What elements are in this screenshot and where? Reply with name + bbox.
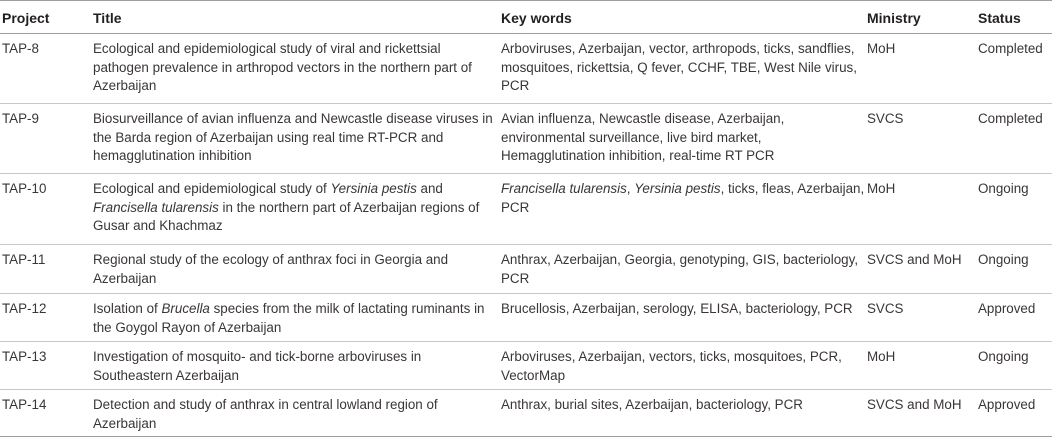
header-ministry: Ministry bbox=[865, 1, 976, 34]
table-row bbox=[0, 245, 1052, 294]
table-row bbox=[0, 34, 1052, 104]
cell-title: Regional study of the ecology of anthrax foci in Georgia and Azerbaijan bbox=[93, 252, 449, 286]
cell-project: TAP-9 bbox=[2, 111, 39, 126]
cell-keywords: Arboviruses, Azerbaijan, vector, arthropods, ticks, sandflies, mosquitoes, rickettsia, Q fever, CCHF, TBE, West Nile virus, PCR bbox=[501, 41, 857, 93]
header-keywords: Key words bbox=[499, 1, 865, 34]
cell-status: Completed bbox=[978, 111, 1043, 126]
cell-title: Biosurveillance of avian influenza and Newcastle disease viruses in the Barda region of Azerbaijan using real time RT-PCR and hemagglutination inhibition bbox=[93, 111, 493, 163]
table-row bbox=[0, 174, 1052, 245]
title-text: Ecological and epidemiological study of bbox=[93, 181, 331, 196]
header-row bbox=[0, 1, 1052, 34]
species-name: Francisella tularensis bbox=[501, 181, 627, 196]
cell-title bbox=[91, 174, 499, 245]
species-name: Brucella bbox=[161, 301, 210, 316]
species-name: Yersinia pestis bbox=[634, 181, 721, 196]
cell-ministry: MoH bbox=[867, 181, 896, 196]
cell-ministry: SVCS and MoH bbox=[867, 397, 962, 412]
header-project: Project bbox=[0, 1, 91, 34]
table-row bbox=[0, 294, 1052, 342]
cell-title: Ecological and epidemiological study of viral and rickettsial pathogen prevalence in arthropod vectors in the northern part of Azerbaijan bbox=[93, 41, 472, 93]
cell-status: Ongoing bbox=[978, 252, 1029, 267]
cell-status: Approved bbox=[978, 301, 1036, 316]
cell-project: TAP-13 bbox=[2, 349, 47, 364]
cell-keywords: Anthrax, burial sites, Azerbaijan, bacteriology, PCR bbox=[501, 397, 803, 412]
cell-project: TAP-10 bbox=[2, 181, 47, 196]
cell-ministry: SVCS bbox=[867, 111, 904, 126]
title-text: in the northern part of Azerbaijan regions of Gusar and Khachmaz bbox=[93, 199, 480, 233]
cell-title: Investigation of mosquito- and tick-borne arboviruses in Southeastern Azerbaijan bbox=[93, 349, 422, 383]
cell-project: TAP-14 bbox=[2, 397, 47, 412]
title-text: Isolation of bbox=[93, 301, 162, 316]
title-text: species from the milk of lactating ruminants in the Goygol Rayon of Azerbaijan bbox=[93, 301, 485, 335]
cell-keywords: Arboviruses, Azerbaijan, vectors, ticks, mosquitoes, PCR, VectorMap bbox=[501, 349, 842, 383]
cell-keywords bbox=[499, 174, 865, 245]
cell-ministry: SVCS bbox=[867, 301, 904, 316]
cell-title: Detection and study of anthrax in central lowland region of Azerbaijan bbox=[93, 397, 438, 431]
table-row bbox=[0, 342, 1052, 390]
species-name: Yersinia pestis bbox=[330, 181, 417, 196]
cell-ministry: SVCS and MoH bbox=[867, 252, 962, 267]
cell-project: TAP-12 bbox=[2, 301, 47, 316]
cell-status: Ongoing bbox=[978, 349, 1029, 364]
title-text: and bbox=[416, 181, 443, 196]
cell-keywords: Anthrax, Azerbaijan, Georgia, genotyping, GIS, bacteriology, PCR bbox=[501, 252, 859, 286]
cell-ministry: MoH bbox=[867, 349, 896, 364]
table-row bbox=[0, 104, 1052, 174]
cell-keywords: Avian influenza, Newcastle disease, Azerbaijan, environmental surveillance, live bird market, Hemagglutination inhibition, real-time RT PCR bbox=[501, 111, 785, 163]
cell-project: TAP-11 bbox=[2, 252, 46, 267]
cell-title bbox=[91, 294, 499, 342]
species-name: Francisella tularensis bbox=[93, 199, 219, 215]
cell-status: Completed bbox=[978, 41, 1043, 56]
keywords-text: , bbox=[626, 181, 635, 196]
header-title: Title bbox=[91, 1, 499, 34]
cell-status: Approved bbox=[978, 397, 1036, 412]
cell-keywords: Brucellosis, Azerbaijan, serology, ELISA, bacteriology, PCR bbox=[501, 301, 853, 316]
table-row bbox=[0, 390, 1052, 437]
keywords-text: , ticks, fleas, Azerbaijan, PCR bbox=[501, 181, 865, 215]
cell-status: Ongoing bbox=[978, 181, 1029, 196]
cell-project: TAP-8 bbox=[2, 41, 39, 56]
cell-ministry: MoH bbox=[867, 41, 896, 56]
header-status: Status bbox=[976, 1, 1052, 34]
